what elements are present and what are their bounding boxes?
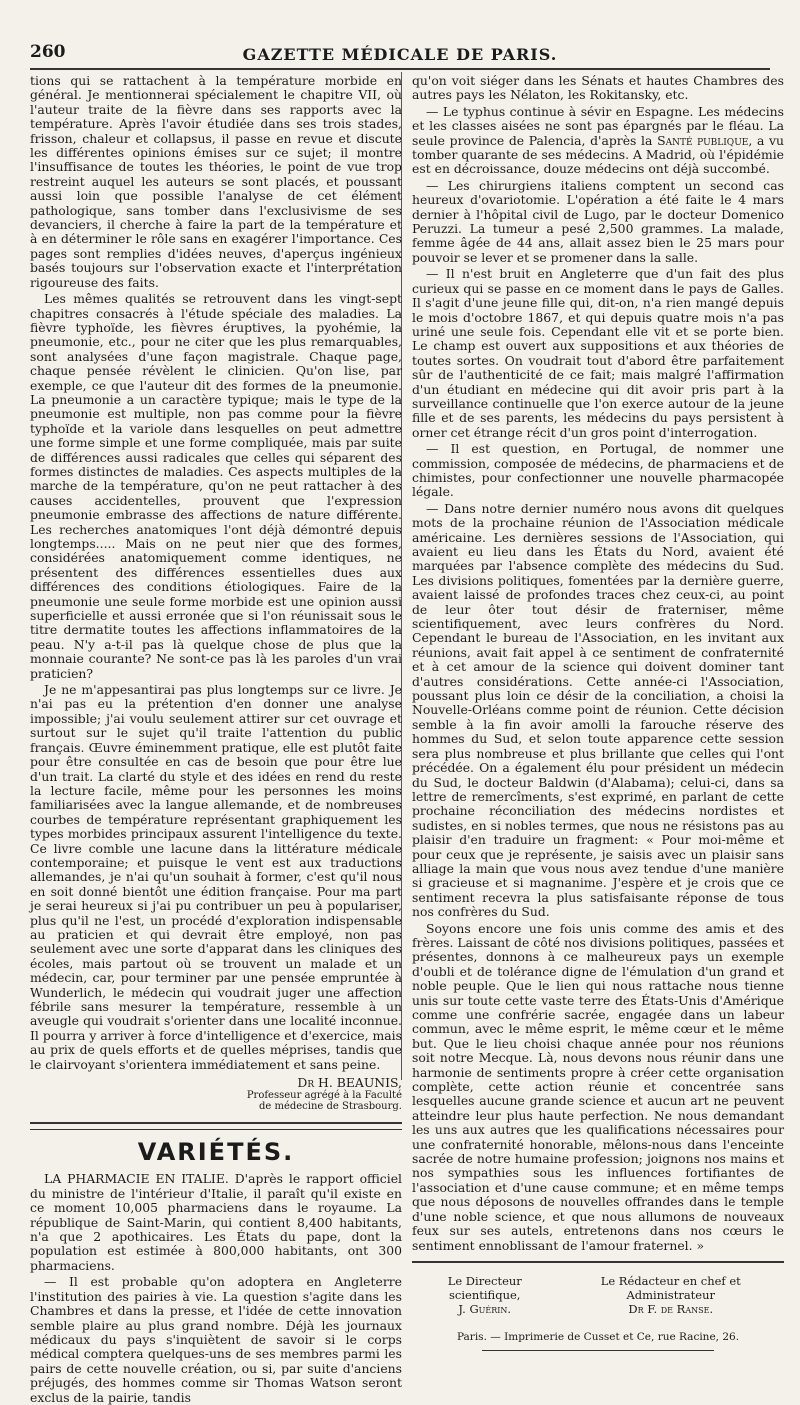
review-paragraph-1: tions qui se rattachent à la température morbide en général. Je mentionnerai spécialement le chapitre VII, où l'auteur traite de la fièvre dans ses rapports avec la température. Après l'avoir étudiée dans ses trois stades, frisson, chaleur et collapsus, il passe en revue et discute les différentes opinions émises sur ce sujet; il montre l'insuffisance de toutes les théories, le point de vue trop restreint auquel les auteurs se sont placés, et poussant aussi loin que possible l'analyse de cet élément pathologique, sans tomber dans l'exclusivisme de ses devanciers, il cherche à faire la part de la température et à en déterminer le rôle sans en exagérer l'importance. Ces pages sont remplies d'idées neuves, d'aperçus ingénieux basés toujours sur l'observation exacte et l'interprétation rigoureuse des faits. — [30, 73, 402, 290]
right-paragraph-galles: — Il n'est bruit en Angleterre que d'un fait des plus curieux qui se passe en ce moment dans le pays de Galles. Il s'agit d'une jeune fille qui, dit-on, n'a rien mangé depuis le mois d'octobre 1867, et qui depuis quatre mois n'a pas uriné une seule fois. Cependant elle vit et se porte bien. Le champ est ouvert aux suppositions et aux théories de toutes sortes. On voudrait tout d'abord être parfaitement sûr de l'authenticité de ce fait; mais malgré l'affirmation d'un étudiant en médecine qui dit avoir pris part à la surveillance continuelle que l'on exerce autour de la jeune fille et de ses parents, les médecins du pays persistent à orner cet étrange récit d'un gros point d'interrogation. — [412, 266, 784, 440]
page-number: 260 — [30, 42, 66, 62]
director-block — [412, 1274, 557, 1316]
item-lead: LA PHARMACIE EN ITALIE. — [44, 1171, 229, 1187]
footer-separator — [412, 1261, 784, 1266]
varietes-item-pairies: — Il est probable qu'on adoptera en Angleterre l'institution des pairies à vie. La question s'agite dans les Chambres et dans la presse, et l'idée de cette innovation semble plaire au plus grand nombre. Déjà les journaux médicaux du pays s'inquiètent de savoir si le corps médical comptera quelques-uns de ses membres parmi les pairs de cette nouvelle création, ou si, par suite d'anciens préjugés, des hommes comme sir Thomas Watson seront exclus de la pairie, tandis — [30, 1274, 402, 1405]
editor-name: Dr F. de Ranse. — [628, 1301, 714, 1316]
signature-role-2: de médecine de Strasbourg. — [258, 1101, 402, 1113]
item-text: D'après le rapport officiel du ministre de l'intérieur d'Italie, il paraît qu'il existe en ce moment 10,005 pharmaciens dans le royaume. La république de Saint-Marin, qui contient 8,400 habitants, n'a que 2 apothicaires. Les États du pape, dont la population est estimée à 800,000 habitants, ont 300 pharmaciens. — [30, 1171, 402, 1273]
director-name: J. Guérin. — [458, 1301, 512, 1316]
right-paragraph-freres: Soyons encore une fois unis comme des amis et des frères. Laissant de côté nos divisions politiques, passées et présentes, donnons à ce malheureux pays un exemple d'oubli et de tolérance digne de l'émulation d'un grand et noble peuple. Que le lien qui nous rattache nous tienne unis sur toute cette vaste terre des États-Unis d'Amérique comme une confrérie sacrée, engagée dans un labeur commun, avec le même esprit, le même cœur et le même but. Que le lieu choisi chaque année pour nos réunions soit notre Mecque. Là, nous devons nous réunir dans une harmonie de sentiments propre à créer cette organisation complète, cette action réunie et concentrée sans lesquelles aucune grande science et aucun art ne peuvent atteindre leur plus haute perfection. Ne nous demandant les uns aux autres que les qualifications nécessaires pour une confraternité honorable, mêlons-nous dans l'enceinte sacrée de notre humaine profession; joignons nos mains et nos sympathies sous les influences fortifiantes de l'association et d'une cause commune; et en même temps que nous déposons de nouvelles offrandes dans le temple d'une noble science, et que nous allumons de nouveaux feux sur ses autels, entretenons dans nos cœurs le sentiment ennoblissant de l'amour fraternel. » — [412, 920, 784, 1253]
review-signature — [30, 1076, 402, 1112]
section-title-varietes: VARIÉTÉS. — [137, 1138, 295, 1167]
editor-role: Le Rédacteur en chef et Administrateur — [600, 1273, 741, 1302]
review-paragraph-3: Je ne m'appesantirai pas plus longtemps sur ce livre. Je n'ai pas eu la prétention d'en donner une analyse impossible; j'ai voulu seulement attirer sur cet ouvrage et surtout sur le sujet qu'il traite l'attention du public français. Œuvre éminemment pratique, elle est plutôt faite pour être consultée en cas de besoin que pour être lue d'un trait. La clarté du style et des idées en rend du reste la lecture facile, même pour les personnes les moins familiarisées avec la langue allemande, et de nombreuses courbes de température représentant graphiquement les types morbides principaux assurent l'intelligence du texte. Ce livre comble une lacune dans la littérature médicale contemporaine; et puisque le vent est aux traductions allemandes, je n'ai qu'un souhait à former, c'est qu'il nous en soit donné bientôt une édition française. Pour ma part je serai heureux si j'ai pu contribuer un peu à populariser, plus qu'il ne l'est, un procédé d'exploration indispensable au praticien et qui devrait être employé, non pas seulement avec une sorte d'apparat dans les cliniques des écoles, mais partout où se trouvent un malade et un médecin, car, pour terminer par une pensée empruntée à Wunderlich, le médecin qui voudrait juger une affection fébrile sans mesurer la température, ressemble à un aveugle qui voudrait s'orienter dans une localité inconnue. Il pourra y arriver à force d'intelligence et d'exercice, mais au prix de quels efforts et de quelles méprises, tandis que le clairvoyant s'orientera immédiatement et sans peine. — [30, 682, 402, 1072]
signature-name: Dr H. BEAUNIS, — [297, 1075, 402, 1091]
page-header — [30, 40, 770, 70]
director-role: Le Directeur scientifique, — [447, 1273, 522, 1302]
source-santé-publique: Santé publique — [657, 132, 749, 148]
right-column — [412, 73, 785, 1343]
varietes-item-pharmacie — [30, 1172, 402, 1273]
section-separator — [30, 1122, 402, 1130]
typhus-text-b: , a vu tomber quarante de ses médecins. A Madrid, où l'épidémie est en décroissance, douze médecins ont déjà succombé. — [412, 132, 785, 177]
right-paragraph-portugal: — Il est question, en Portugal, de nommer une commission, composée de médecins, de pharmaciens et de chimistes, pour confectionner une nouvelle pharmacopée légale. — [412, 441, 784, 500]
right-paragraph-1: qu'on voit siéger dans les Sénats et hautes Chambres des autres pays les Nélaton, les Rokitansky, etc. — [412, 73, 784, 103]
editors-row — [412, 1274, 784, 1316]
right-paragraph-association: — Dans notre dernier numéro nous avons dit quelques mots de la prochaine réunion de l'Association médicale américaine. Les dernières sessions de l'Association, qui avaient eu lieu dans les États du Nord, avaient été marquées par l'absence complète des médecins du Sud. Les divisions politiques, fomentées par la dernière guerre, avaient laissé de profondes traces chez ceux-ci, au point de leur ôter tout désir de fraterniser, même scientifiquement, avec leurs confrères du Nord. Cependant le bureau de l'Association, en les invitant aux réunions, avait fait appel à ce sentiment de confraternité et à cet amour de la science qui doivent dominer tant d'autres considérations. Cette année-ci l'Association, poussant plus loin ce désir de la conciliation, a choisi la Nouvelle-Orléans comme point de réunion. Cette décision semble à la fin avoir amolli la farouche réserve des hommes du Sud, et selon toute apparence cette session sera plus nombreuse et plus brillante que celles qui l'ont précédée. On a également élu pour président un médecin du Sud, le docteur Baldwin (d'Alabama); celui-ci, dans sa lettre de remercîments, s'est exprimé, en parlant de cette prochaine réconciliation des médecins nordistes et sudistes, en si nobles termes, que nous ne résistons pas au plaisir d'en traduire un fragment: « Pour moi-même et pour ceux que je représente, je saisis avec un plaisir sans alliage la main que vous nous avez tendue d'une manière si gracieuse et si magnanime. J'espère et je crois que ce sentiment recevra la plus satisfaisante réponse de tous nos confrères du Sud. — [412, 500, 784, 920]
typhus-text-a: — Le typhus continue à sévir en Espagne. Les médecins et les classes aisées ne sont pas épargnés par le fléau. La seule province de Palencia, d'après la — [412, 103, 784, 148]
right-paragraph-ovariotomie: — Les chirurgiens italiens comptent un second cas heureux d'ovariotomie. L'opération a été faite le 4 mars dernier à l'hôpital civil de Lugo, par le docteur Domenico Peruzzi. La tumeur a pesé 2,500 grammes. La malade, femme âgée de 44 ans, allait assez bien le 25 mars pour pouvoir se lever et se promener dans la salle. — [412, 177, 784, 265]
review-paragraph-2: Les mêmes qualités se retrouvent dans les vingt-sept chapitres consacrés à l'étude spéciale des maladies. La fièvre typhoïde, les fièvres éruptives, la pyohémie, la pneumonie, etc., pour ne citer que les plus remarquables, sont analysées d'une façon magistrale. Chaque page, chaque pensée révèlent le clinicien. Qu'on lise, par exemple, ce que l'auteur dit des formes de la pneumonie. La pneumonie a un caractère typique; mais le type de la pneumonie est multiple, non pas comme pour la fièvre typhoïde et la variole dans lesquelles on peut admettre une forme simple et une forme compliquée, mais par suite de différences aussi radicales que celles qui séparent des formes distinctes de maladies. Ces aspects multiples de la marche de la température, qu'on ne peut rattacher à des causes accidentelles, prouvent que l'expression pneumonie embrasse des affections de nature différente. Les recherches anatomiques l'ont déjà démontré depuis longtemps..... Mais on ne peut nier que des formes, considérées anatomiquement comme identiques, ne présentent des différences essentielles dues aux différences des conditions étiologiques. Faire de la pneumonie une seule forme morbide est une opinion aussi superficielle et aussi erronée que si l'on réunissait sous le titre dermatite toutes les affections inflammatoires de la peau. N'y a-t-il pas là quelque chose de plus que la monnaie courante? Ne sont-ce pas là les paroles d'un vrai praticien? — [30, 291, 402, 681]
imprint-rule — [482, 1350, 714, 1351]
right-paragraph-typhus — [412, 105, 784, 177]
printer-imprint: Paris. — Imprimerie de Cusset et Ce, rue Racine, 26. — [456, 1330, 740, 1343]
editor-block — [557, 1274, 784, 1316]
journal-title: GAZETTE MÉDICALE DE PARIS. — [242, 44, 558, 64]
left-column — [30, 73, 402, 1405]
signature-role-1: Professeur agrégé à la Faculté — [246, 1090, 402, 1102]
